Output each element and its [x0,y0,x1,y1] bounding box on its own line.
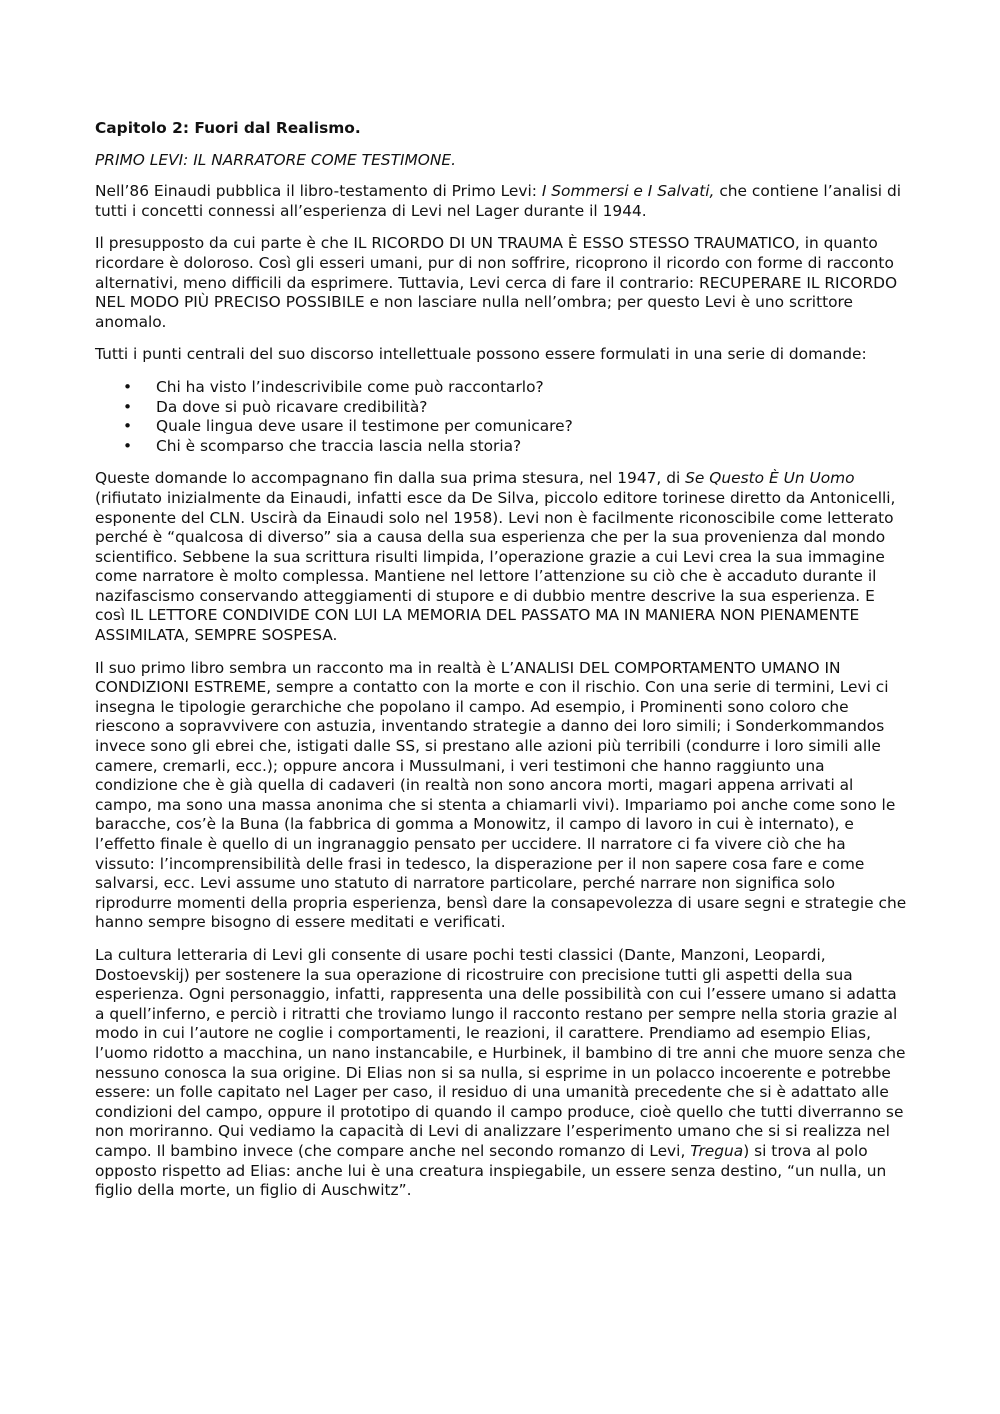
list-item: • Chi è scomparso che traccia lascia nella storia? [95,437,907,457]
book-title: Se Questo È Un Uomo [685,469,855,488]
list-item: • Chi ha visto l’indescrivibile come può raccontarlo? [95,378,907,398]
paragraph-premise: Il presupposto da cui parte è che IL RICORDO DI UN TRAUMA È ESSO STESSO TRAUMATICO, in quanto ricordare è doloroso. Così gli esseri umani, pur di non soffrire, ricoprono il ricordo con forme di racconto alternativi, meno difficili da esprimere. Tuttavia, Levi cerca di fare il contrario: RECUPERARE IL RICORDO NEL MODO PIÙ PRECISO POSSIBILE e non lasciare nulla nell’ombra; per questo Levi è uno scrittore anomalo. [95,234,898,331]
paragraph-intro [95,182,907,221]
list-item: • Da dove si può ricavare credibilità? [95,398,907,418]
paragraph-text: La cultura letteraria di Levi gli consente di usare pochi testi classici (Dante, Manzoni, Leopardi, Dostoevskij) per sostenere la sua operazione di ricostruire con precisione tutti gli aspetti della sua esperienza. Ogni personaggio, infatti, rappresenta una delle possibilità con cui l’essere umano si adatta a quell’inferno, e perciò i ritratti che troviamo lungo il racconto restano per sempre nella storia grazie al modo in cui l’autore ne coglie i comportamenti, le reazioni, il carattere. Prendiamo ad esempio Elias, l’uomo ridotto a macchina, un nano instancabile, e Hurbinek, il bambino di tre anni che muore senza che nessuno conosca la sua origine. Di Elias non si sa nulla, si esprime in un polacco incoerente e potrebbe essere: un folle capitato nel Lager per caso, il residuo di una umanità precedente che si è adattato alle condizioni del campo, oppure il prototipo di quando il campo produce, cioè quello che tutti diverranno se non moriranno. Qui vediamo la capacità di Levi di analizzare l’esperimento umano che si si realizza nel campo. Il bambino invece (che compare anche nel secondo romanzo di Levi, [95,945,906,1160]
paragraph-literary-culture [95,946,907,1201]
chapter-heading: Capitolo 2: Fuori dal Realismo. [95,119,361,137]
questions-list [95,378,907,456]
section-subtitle: PRIMO LEVI: IL NARRATORE COME TESTIMONE. [95,150,457,169]
book-title: I Sommersi e I Salvati, [541,182,715,201]
document-page [95,119,907,1214]
paragraph-questions-intro: Tutti i punti centrali del suo discorso intellettuale possono essere formulati in una serie di domande: [95,345,867,364]
list-item: • Quale lingua deve usare il testimone per comunicare? [95,417,907,437]
paragraph-first-book: Il suo primo libro sembra un racconto ma in realtà è L’ANALISI DEL COMPORTAMENTO UMANO IN CONDIZIONI ESTREME, sempre a contatto con la morte e con il rischio. Con una serie di termini, Levi ci insegna le tipologie gerarchiche che popolano il campo. Ad esempio, i Prominenti sono coloro che riescono a sopravvivere con astuzia, inventando strategie a danno dei loro simili; i Sonderkommandos invece sono gli ebrei che, istigati dalle SS, si prestano alle azioni più terribili (condurre i loro simili alle camere, cremarli, ecc.); oppure ancora i Mussulmani, i veri testimoni che hanno raggiunto una condizione che è già quella di cadaveri (in realtà non sono ancora morti, magari appena arrivati al campo, ma sono una massa anonima che si stenta a chiamarli vivi). Impariamo poi anche come sono le baracche, cos’è la Buna (la fabbrica di gomma a Monowitz, il campo di lavoro in cui è internato), e l’effetto finale è quello di un ingranaggio pensato per uccidere. Il narratore ci fa vivere ciò che ha vissuto: l’incomprensibilità delle frasi in tedesco, la disperazione per il non sapere cosa fare e come salvarsi, ecc. Levi assume uno statuto di narratore particolare, perché narrare non significa solo riprodurre momenti della propria esperienza, bensì dare la consapevolezza di usare segni e strategie che hanno sempre bisogno di essere meditati e verificati. [95,658,907,932]
paragraph-text: che contiene l’analisi di tutti i concetti connessi all’esperienza di Levi nel Lager durante il 1944. [95,182,902,220]
paragraph-text: ) si trova al polo opposto rispetto ad Elias: anche lui è una creatura inspiegabile, un essere senza destino, “un nulla, un figlio della morte, un figlio di Auschwitz”. [95,1141,887,1200]
paragraph-text: Queste domande lo accompagnano fin dalla sua prima stesura, nel 1947, di [95,469,686,488]
paragraph-first-draft [95,469,907,645]
book-title: Tregua [690,1141,744,1160]
paragraph-text: Nell’86 Einaudi pubblica il libro-testamento di Primo Levi: [95,182,542,201]
paragraph-text: (rifiutato inizialmente da Einaudi, infatti esce da De Silva, piccolo editore torinese diretto da Antonicelli, esponente del CLN. Uscirà da Einaudi solo nel 1958). Levi non è facilmente riconoscibile come letterato perché è “qualcosa di diverso” sia a causa della sua esperienza che per la sua provenienza dal mondo scientifico. Sebbene la sua scrittura risulti limpida, l’operazione grazie a cui Levi crea la sua immagine come narratore è molto complessa. Mantiene nel lettore l’attenzione su ciò che è accaduto durante il nazifascismo conservando atteggiamenti di stupore e di dubbio mentre descrive la sua esperienza. E così IL LETTORE CONDIVIDE CON LUI LA MEMORIA DEL PASSATO MA IN MANIERA NON PIENAMENTE ASSIMILATA, SEMPRE SOSPESA. [95,488,896,645]
